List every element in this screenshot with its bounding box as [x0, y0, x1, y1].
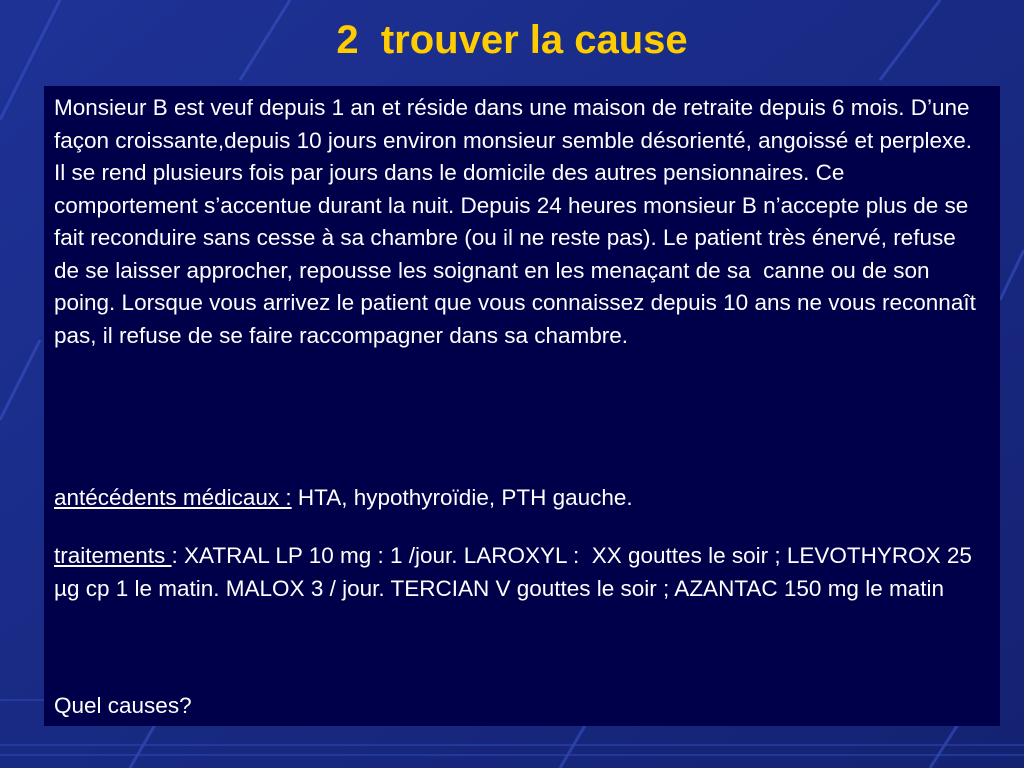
traitements-value: : XATRAL LP 10 mg : 1 /jour. LAROXYL : XX gouttes le soir ; LEVOTHYROX 25 µg cp 1 le matin. MALOX 3 / jour. TERCIAN V gouttes le soir ; AZANTAC 150 mg le matin	[54, 543, 979, 601]
traitements-label: traitements	[54, 543, 172, 568]
antecedents-label: antécédents médicaux :	[54, 485, 292, 510]
case-description: Monsieur B est veuf depuis 1 an et réside dans une maison de retraite depuis 6 mois. D’une façon croissante,depuis 10 jours environ monsieur semble désorienté, angoissé et perplexe. Il se rend plusieurs fois par jours dans le domicile des autres pensionnaires. Ce comportement s’accentue durant la nuit. Depuis 24 heures monsieur B n’accepte plus de se fait reconduire sans cesse à sa chambre (ou il ne reste pas). Le patient très énervé, refuse de se laisser approcher, repousse les soignant en les menaçant de sa canne ou de son poing. Lorsque vous arrivez le patient que vous connaissez depuis 10 ans ne vous reconnaît pas, il refuse de se faire raccompagner dans sa chambre.	[54, 95, 983, 348]
antecedents-line	[54, 482, 984, 515]
traitements-paragraph	[54, 540, 984, 605]
slide-title: 2 trouver la cause	[336, 18, 688, 62]
question: Quel causes?	[54, 693, 192, 718]
antecedents-value: HTA, hypothyroïdie, PTH gauche.	[291, 485, 633, 510]
